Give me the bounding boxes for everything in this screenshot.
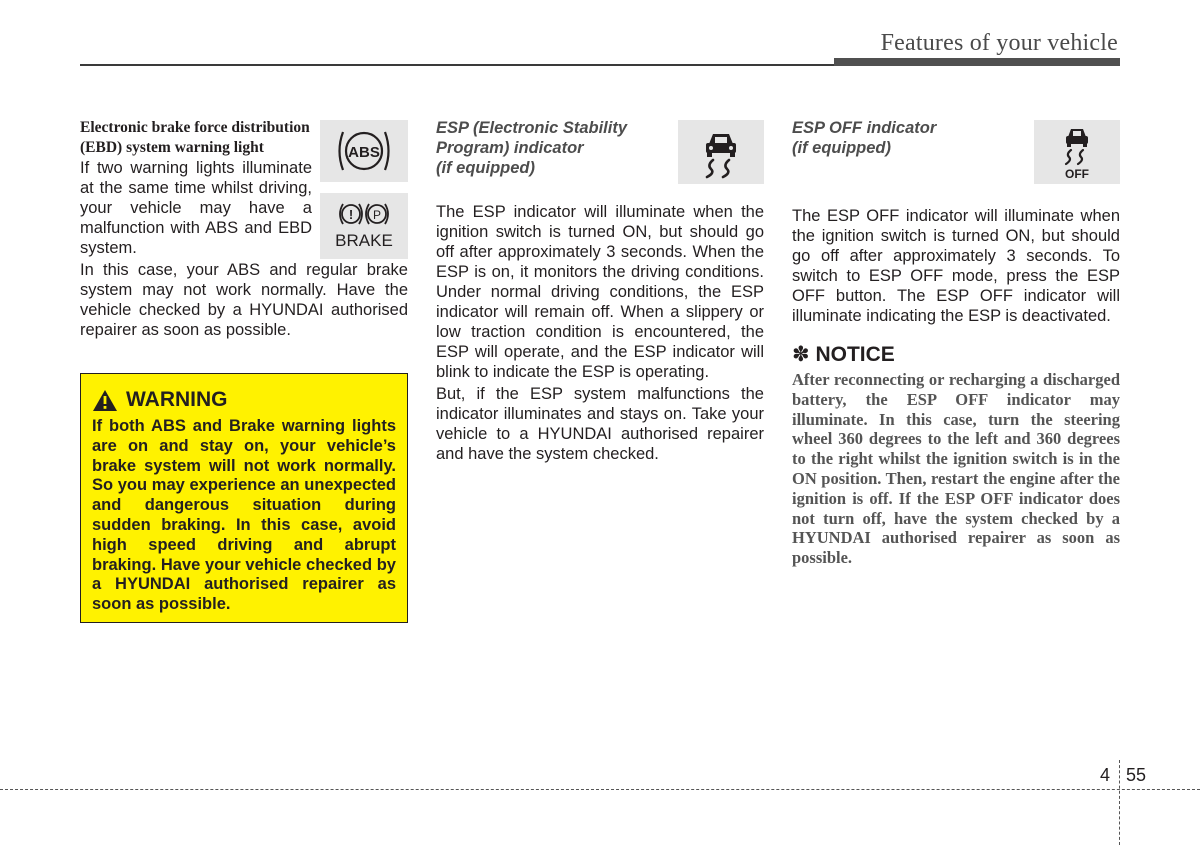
off-icon-text: OFF [1065, 167, 1089, 181]
esp-heading-line-3: (if equipped) [436, 159, 535, 177]
warning-triangle-icon [92, 389, 118, 412]
esp-off-paragraph-1: The ESP OFF indicator will illuminate when the ignition switch is turned ON, but should go off after approximately 3 seconds. To switch to ESP OFF mode, press the ESP OFF button. The ESP OFF indicator will illuminate indicating the ESP is deactivated. [792, 207, 1120, 325]
svg-text:P: P [372, 208, 382, 222]
brake-warning-icon [320, 193, 408, 259]
notice-symbol-icon: ✽ [792, 343, 810, 366]
page-header-title: Features of your vehicle [880, 30, 1118, 56]
esp-heading-line-2: Program) indicator [436, 139, 584, 157]
warning-title-row [92, 384, 396, 416]
esp-off-heading-line-1: ESP OFF indicator [792, 119, 937, 137]
notice-title: NOTICE [815, 343, 895, 366]
column-esp-off [792, 118, 1120, 568]
header-bar [834, 58, 1120, 66]
warning-box [80, 373, 408, 623]
notice-title-row [792, 342, 1120, 368]
brake-icon-text: BRAKE [335, 231, 393, 250]
esp-off-indicator-icon [1034, 120, 1120, 184]
abs-icon-text: ABS [348, 144, 380, 161]
svg-text:!: ! [348, 207, 354, 222]
esp-paragraph-1: The ESP indicator will illuminate when the ignition switch is turned ON, but should go off after approximately 3 seconds. When the ESP is on, it monitors the driving conditions. Under normal driving conditions, the ESP indicator will remain off. When a slippery or low traction condition is encountered, the ESP will operate, and the ESP indicator will blink to indicate the ESP is operating. [436, 203, 764, 381]
warning-text: If both ABS and Brake warning lights are on and stay on, your vehicle’s brake system will not work normally. So you may experience an unexpected and dangerous situation during sudden braking. In this case, avoid high speed driving and abrupt braking. Have your vehicle checked by a HYUNDAI authorised repairer as soon as possible. [92, 417, 396, 614]
esp-off-heading-line-2: (if equipped) [792, 139, 891, 157]
warning-title: WARNING [126, 388, 228, 411]
esp-heading-line-1: ESP (Electronic Stability [436, 119, 628, 137]
footer-dashed-rule [0, 789, 1200, 790]
esp-indicator-icon [678, 120, 764, 184]
footer-vertical-dashed-rule [1119, 760, 1120, 845]
esp-paragraph-2: But, if the ESP system malfunctions the indicator illuminates and stays on. Take your vehicle to a HYUNDAI authorised repairer and have the system checked. [436, 385, 764, 463]
notice-text: After reconnecting or recharging a discharged battery, the ESP OFF indicator may illuminate. In this case, turn the steering wheel 360 degrees to the left and 360 degrees to the right whilst the ignition switch is in the ON position. Then, restart the engine after the ignition is off. If the ESP OFF indicator does not turn off, have the system checked by a HYUNDAI authorised repairer as soon as possible. [792, 370, 1120, 568]
page-number: 55 [1126, 765, 1147, 785]
abs-warning-icon [320, 120, 408, 182]
ebd-paragraph-2: In this case, your ABS and regular brake system may not work normally. Have the vehicle checked by a HYUNDAI authorised repairer as soon as possible. [80, 261, 408, 339]
chapter-number: 4 [1100, 765, 1111, 785]
header-rule [80, 64, 834, 66]
ebd-heading: Electronic brake force distribution (EBD) system warning light [80, 119, 310, 156]
ebd-paragraph-1: If two warning lights illuminate at the same time whilst driving, your vehicle may have a malfunction with ABS and EBD system. [80, 159, 312, 257]
